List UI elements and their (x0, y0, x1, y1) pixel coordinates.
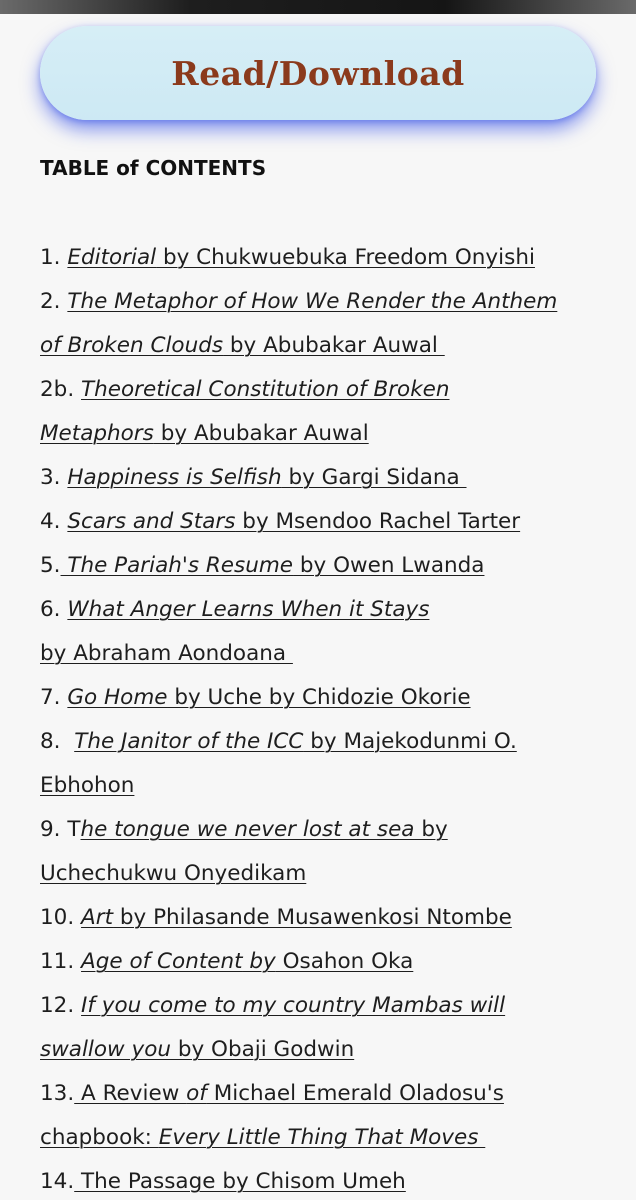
toc-item-13[interactable] (40, 984, 610, 1028)
toc-link[interactable]: Editorial (67, 245, 157, 270)
toc-link[interactable]: by Abubakar Auwal (153, 421, 369, 446)
toc-item-number: 5. (40, 553, 61, 578)
toc-link[interactable]: If you come to my country Mambas will (81, 993, 506, 1018)
toc-text (74, 377, 81, 402)
toc-item-3[interactable] (40, 368, 610, 412)
toc-item-14[interactable] (40, 1072, 610, 1116)
toc-item-7-cont[interactable] (40, 632, 610, 676)
toc-item-1[interactable] (40, 236, 610, 280)
toc-item-number: 1. (40, 245, 61, 270)
toc-link[interactable]: Every Little Thing That Moves (158, 1125, 486, 1150)
toc-link[interactable]: A Review (74, 1081, 187, 1106)
toc-heading: TABLE of CONTENTS (40, 156, 267, 180)
toc-link[interactable]: by (242, 949, 276, 974)
toc-link[interactable]: by Msendoo Rachel Tarter (235, 509, 521, 534)
read-download-button[interactable] (40, 26, 596, 120)
toc-item-13-cont[interactable] (40, 1028, 610, 1072)
toc-link[interactable]: by Gargi Sidana (281, 465, 467, 490)
toc-item-10-cont[interactable] (40, 852, 610, 896)
toc-link[interactable]: The Metaphor of How We Render the Anthem (67, 289, 558, 314)
toc-item-8[interactable] (40, 676, 610, 720)
toc-item-number: 6. (40, 597, 61, 622)
toc-item-7[interactable] (40, 588, 610, 632)
toc-item-11[interactable] (40, 896, 610, 940)
toc-text (61, 729, 75, 754)
toc-link[interactable]: by Abraham Aondoana (40, 641, 293, 666)
toc-link[interactable]: of (186, 1081, 207, 1106)
toc-item-number: 9. (40, 817, 61, 842)
toc-link[interactable]: Osahon Oka (275, 949, 414, 974)
toc-item-number: 2b. (40, 377, 75, 402)
toc-link[interactable]: by Chukwuebuka Freedom Onyishi (156, 245, 535, 270)
toc-link[interactable]: What Anger Learns When it Stays (67, 597, 430, 622)
toc-list (40, 236, 610, 1200)
toc-item-number: 10. (40, 905, 75, 930)
toc-item-number: 11. (40, 949, 75, 974)
toc-link[interactable]: he tongue we never lost at sea (80, 817, 415, 842)
toc-link[interactable]: The Passage by Chisom Umeh (74, 1169, 406, 1194)
toc-link[interactable]: Michael Emerald Oladosu's (206, 1081, 504, 1106)
toc-item-9-cont[interactable] (40, 764, 610, 808)
toc-item-number: 7. (40, 685, 61, 710)
read-download-label: Read/Download (171, 53, 465, 93)
toc-link[interactable]: Metaphors (40, 421, 154, 446)
toc-item-3-cont[interactable] (40, 412, 610, 456)
toc-link[interactable]: by Philasande Musawenkosi Ntombe (113, 905, 512, 930)
toc-link[interactable]: by Owen Lwanda (293, 553, 485, 578)
toc-item-number: 12. (40, 993, 75, 1018)
toc-item-number: 2. (40, 289, 61, 314)
toc-item-5[interactable] (40, 500, 610, 544)
toc-item-number: 14. (40, 1169, 75, 1194)
toc-item-2-cont[interactable] (40, 324, 610, 368)
toc-link[interactable]: by Majekodunmi O. (303, 729, 517, 754)
toc-item-15[interactable] (40, 1160, 610, 1200)
toc-item-6[interactable] (40, 544, 610, 588)
toc-item-2[interactable] (40, 280, 610, 324)
toc-item-12[interactable] (40, 940, 610, 984)
toc-link[interactable]: Scars and Stars (67, 509, 236, 534)
toc-link[interactable]: by (414, 817, 448, 842)
toc-item-14-cont[interactable] (40, 1116, 610, 1160)
toc-link[interactable]: swallow you (40, 1037, 171, 1062)
toc-link[interactable]: by Obaji Godwin (170, 1037, 355, 1062)
toc-item-number: 8. (40, 729, 61, 754)
toc-item-number: 4. (40, 509, 61, 534)
toc-item-9[interactable] (40, 720, 610, 764)
toc-text: T (60, 817, 81, 842)
toc-link[interactable]: Uchechukwu Onyedikam (40, 861, 307, 886)
toc-item-4[interactable] (40, 456, 610, 500)
toc-link[interactable]: by Abubakar Auwal (223, 333, 445, 358)
toc-link[interactable]: The Pariah's Resume (60, 553, 294, 578)
top-edge-shadow (0, 0, 636, 14)
toc-link[interactable]: of Broken Clouds (40, 333, 224, 358)
toc-link[interactable]: Age of Content (81, 949, 243, 974)
toc-item-10[interactable] (40, 808, 610, 852)
toc-link[interactable]: Ebhohon (40, 773, 135, 798)
toc-item-number: 13. (40, 1081, 75, 1106)
toc-link[interactable]: The Janitor of the ICC (74, 729, 304, 754)
toc-link[interactable]: chapbook: (40, 1125, 159, 1150)
toc-link[interactable]: Theoretical Constitution of Broken (81, 377, 450, 402)
toc-item-number: 3. (40, 465, 61, 490)
toc-link[interactable]: Happiness is Selfish (67, 465, 282, 490)
toc-link[interactable]: Go Home (67, 685, 168, 710)
toc-link[interactable]: by Uche by Chidozie Okorie (167, 685, 471, 710)
toc-link[interactable]: Art (81, 905, 114, 930)
